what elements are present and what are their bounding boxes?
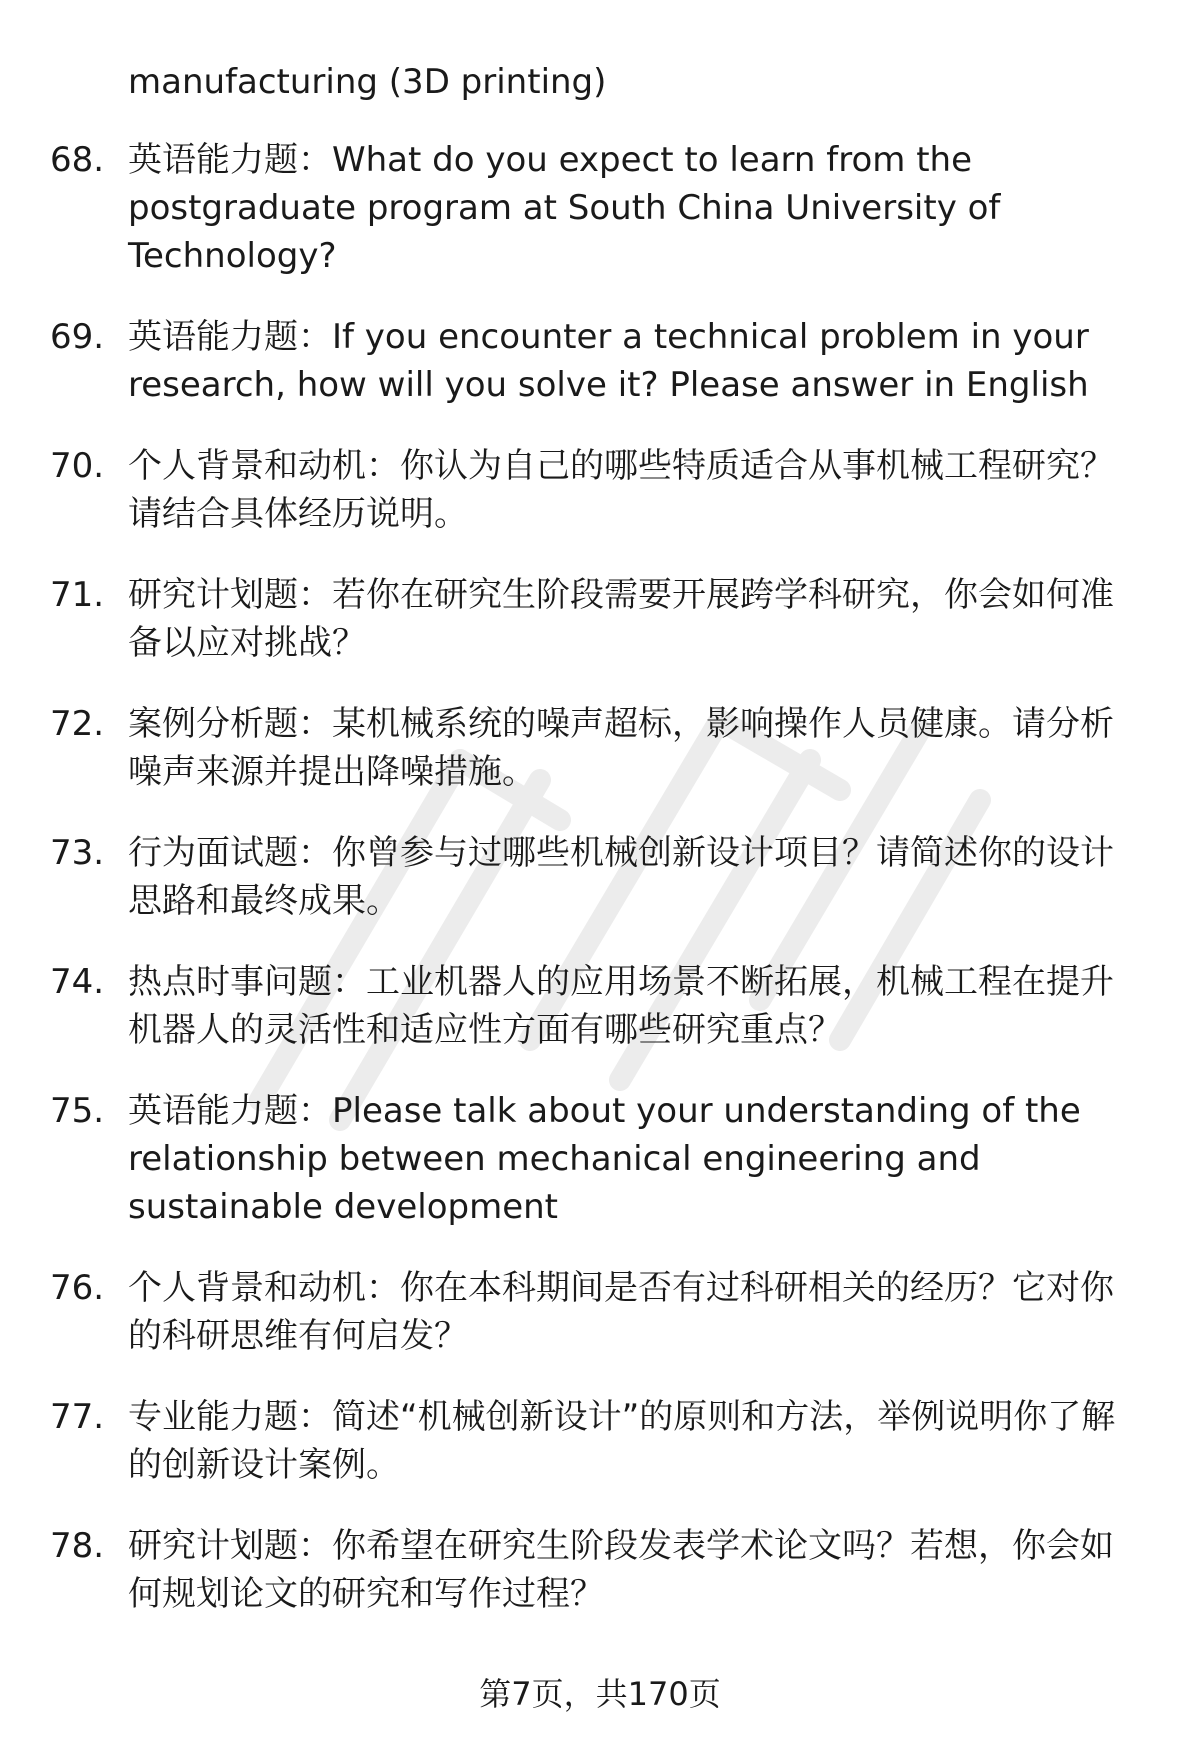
list-item <box>50 1087 1140 1231</box>
item-number: 78. <box>50 1526 105 1566</box>
page-number-footer: 第7页，共170页 <box>479 1675 721 1713</box>
list-item <box>50 1393 1140 1489</box>
list-item <box>50 700 1140 796</box>
item-number: 77. <box>50 1397 105 1437</box>
item-number: 71. <box>50 575 105 615</box>
item-text: 热点时事问题：工业机器人的应用场景不断拓展，机械工程在提升机器人的灵活性和适应性方面有哪些研究重点？ <box>128 962 1114 1050</box>
list-item <box>50 442 1140 538</box>
item-number: 69. <box>50 317 105 357</box>
item-text: 英语能力题：Please talk about your understanding of the relationship between mechanical engineering and sustainable development <box>128 1091 1081 1227</box>
item-text: 研究计划题：你希望在研究生阶段发表学术论文吗？若想，你会如何规划论文的研究和写作过程？ <box>128 1526 1114 1614</box>
list-item <box>50 136 1140 280</box>
item-number: 75. <box>50 1091 105 1131</box>
item-number: 73. <box>50 833 105 873</box>
item-number: 72. <box>50 704 105 744</box>
list-item <box>50 1522 1140 1618</box>
continuation-text: manufacturing (3D printing) <box>128 62 607 102</box>
list-item <box>50 958 1140 1054</box>
item-text: 研究计划题：若你在研究生阶段需要开展跨学科研究，你会如何准备以应对挑战？ <box>128 575 1114 663</box>
item-text: 英语能力题：If you encounter a technical problem in your research, how will you solve it? Please answer in English <box>128 317 1089 405</box>
list-item <box>50 571 1140 667</box>
item-text: 专业能力题：简述“机械创新设计”的原则和方法，举例说明你了解的创新设计案例。 <box>128 1397 1116 1485</box>
item-number: 74. <box>50 962 105 1002</box>
item-text: 英语能力题：What do you expect to learn from the postgraduate program at South China University of Technology? <box>128 140 1001 276</box>
list-item <box>50 1264 1140 1360</box>
question-list <box>50 58 1140 1651</box>
item-text: 个人背景和动机：你在本科期间是否有过科研相关的经历？它对你的科研思维有何启发？ <box>128 1268 1114 1356</box>
list-item <box>50 829 1140 925</box>
item-number: 76. <box>50 1268 105 1308</box>
item-number: 68. <box>50 140 105 180</box>
item-text: 个人背景和动机：你认为自己的哪些特质适合从事机械工程研究？请结合具体经历说明。 <box>128 446 1114 534</box>
list-item <box>50 313 1140 409</box>
item-text: 行为面试题：你曾参与过哪些机械创新设计项目？请简述你的设计思路和最终成果。 <box>128 833 1114 921</box>
item-text: 案例分析题：某机械系统的噪声超标，影响操作人员健康。请分析噪声来源并提出降噪措施。 <box>128 704 1114 792</box>
item-number: 70. <box>50 446 105 486</box>
